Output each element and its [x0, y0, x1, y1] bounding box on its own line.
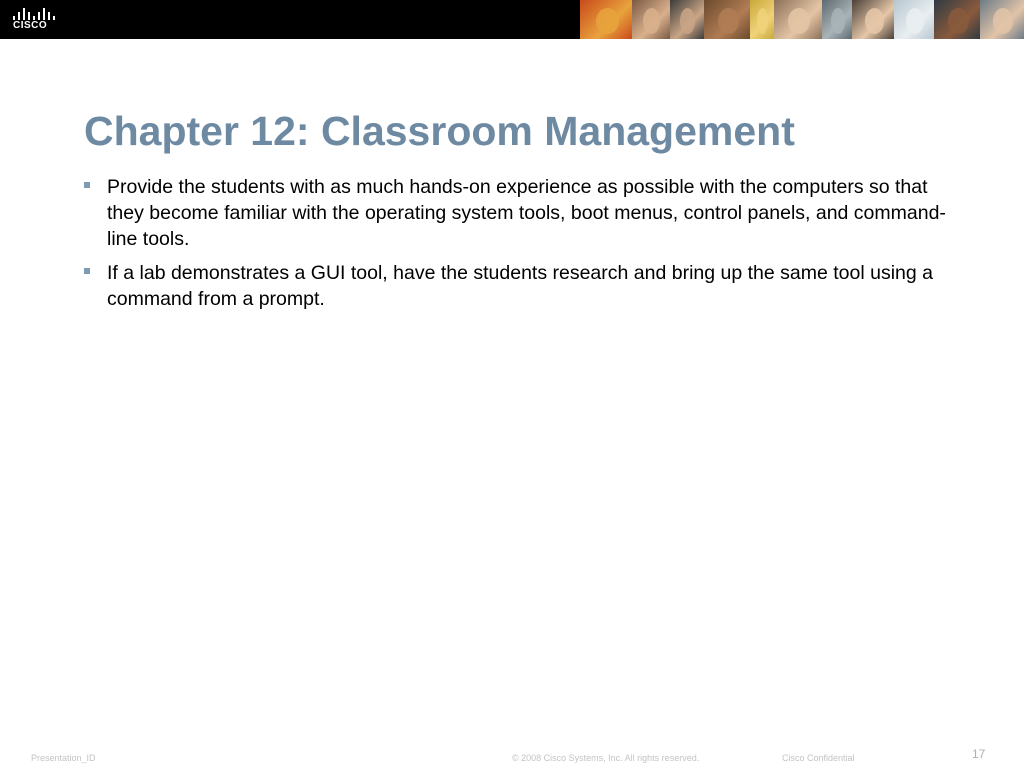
cisco-logo-text: CISCO [13, 20, 48, 31]
header-bar [0, 0, 1024, 39]
photo-tile-man-dark [934, 0, 980, 39]
photo-tile-yellow [750, 0, 774, 39]
photo-face-shape [948, 8, 969, 34]
photo-tile-pale [894, 0, 934, 39]
photo-face-shape [831, 8, 845, 34]
photo-face-shape [680, 8, 695, 34]
footer-confidential: Cisco Confidential [782, 753, 855, 763]
square-bullet-icon [84, 182, 90, 188]
cisco-bridge-icon [13, 6, 59, 20]
photo-tile-young-woman [852, 0, 894, 39]
footer-presentation-id: Presentation_ID [31, 753, 96, 763]
photo-tile-man-hat [980, 0, 1024, 39]
bullet-text: Provide the students with as much hands-on experience as possible with the computers so that they become familiar with the operating system tools, boot menus, control panels, and command-line tools. [107, 176, 946, 250]
photo-tile-abstract [580, 0, 632, 39]
photo-tile-woman-reading [774, 0, 822, 39]
slide-title: Chapter 12: Classroom Management [84, 108, 795, 154]
photo-face-shape [906, 8, 924, 34]
bullet-text: If a lab demonstrates a GUI tool, have the students research and bring up the same tool using a command from a prompt. [107, 262, 933, 310]
page-number: 17 [972, 747, 986, 761]
bullet-list [84, 174, 964, 320]
bullet-item [84, 174, 964, 252]
photo-face-shape [596, 8, 619, 34]
photo-tile-smiling-man [704, 0, 750, 39]
header-photo-strip [580, 0, 1024, 39]
photo-face-shape [718, 8, 739, 34]
photo-face-shape [865, 8, 884, 34]
footer-copyright: © 2008 Cisco Systems, Inc. All rights reserved. [512, 753, 700, 763]
bullet-item [84, 260, 964, 312]
photo-tile-man-suit [670, 0, 704, 39]
photo-face-shape [993, 8, 1013, 34]
photo-face-shape [757, 8, 768, 34]
cisco-logo [13, 6, 59, 34]
square-bullet-icon [84, 268, 90, 274]
photo-face-shape [643, 8, 660, 34]
photo-tile-woman [632, 0, 670, 39]
photo-tile-texture [822, 0, 852, 39]
photo-face-shape [788, 8, 810, 34]
